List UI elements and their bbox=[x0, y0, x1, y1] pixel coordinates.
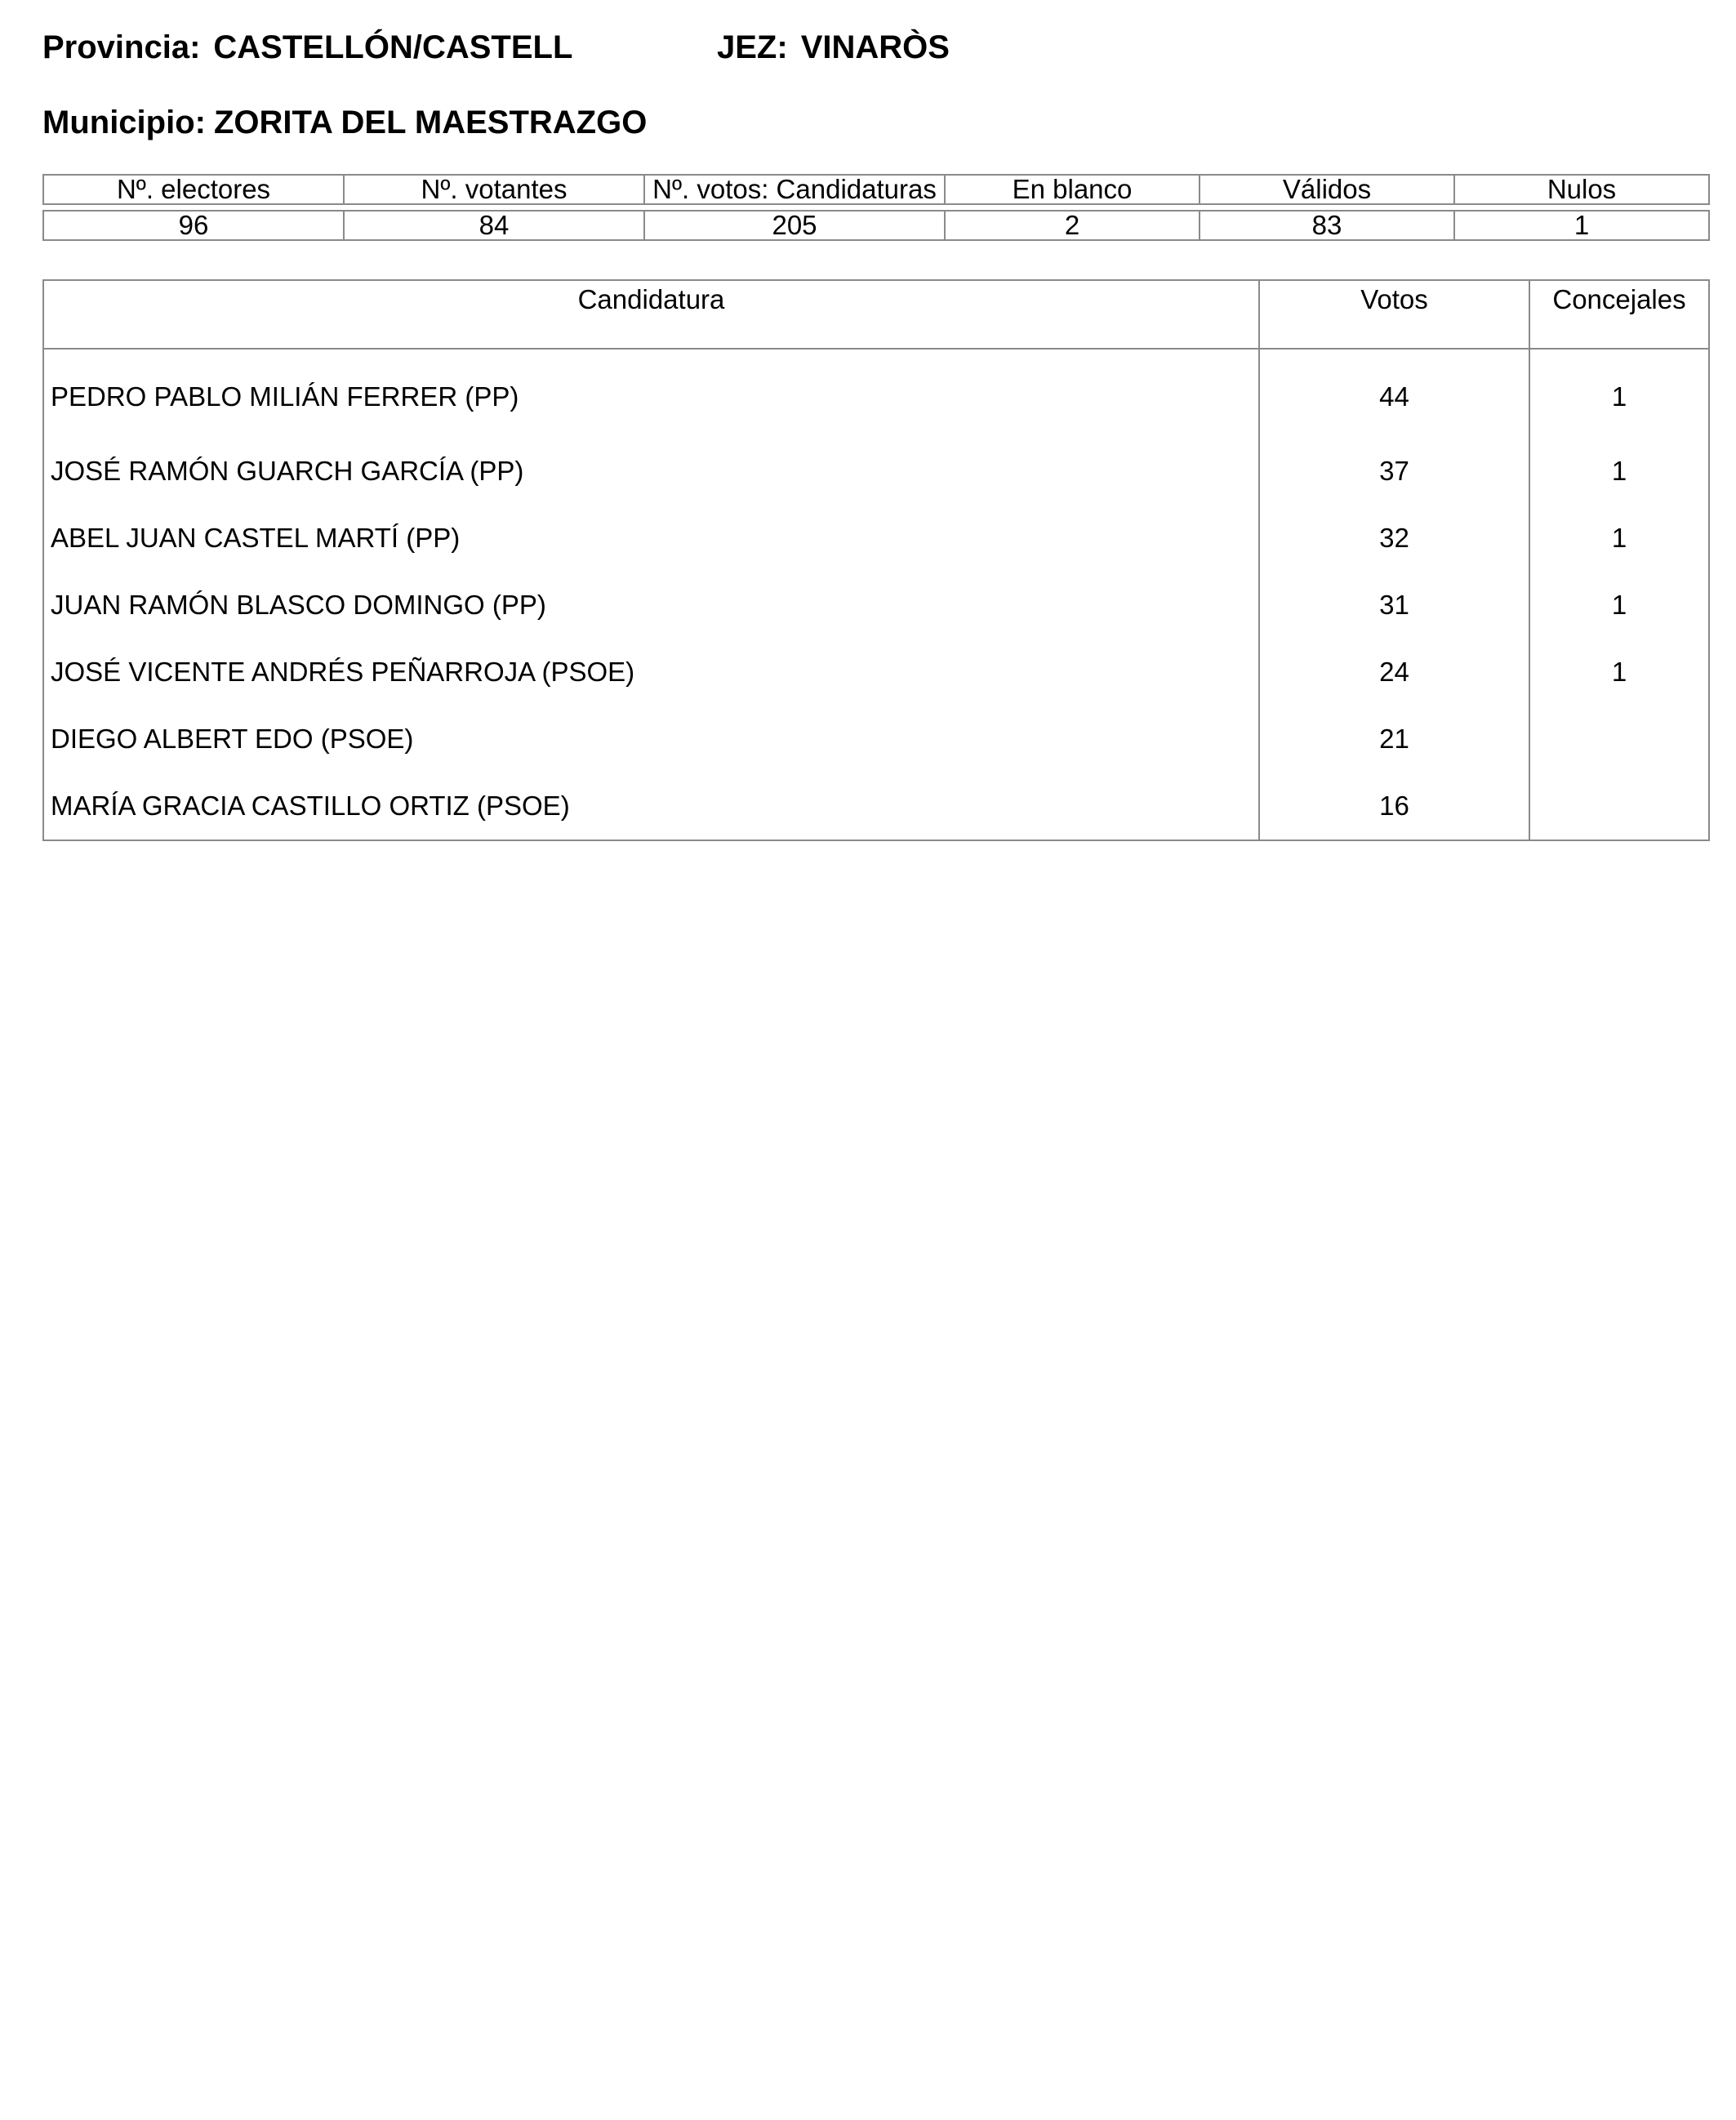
votos-cell: 16 bbox=[1259, 773, 1529, 840]
municipio-label: Municipio: bbox=[42, 105, 206, 140]
summary-value-en-blanco: 2 bbox=[945, 211, 1200, 240]
provincia-value: CASTELLÓN/CASTELL bbox=[213, 29, 573, 65]
summary-table bbox=[42, 174, 1710, 241]
concejales-cell: 1 bbox=[1529, 349, 1709, 438]
votos-cell: 21 bbox=[1259, 706, 1529, 773]
concejales-cell: 1 bbox=[1529, 572, 1709, 639]
summary-value-electores: 96 bbox=[43, 211, 344, 240]
summary-header-votantes: Nº. votantes bbox=[344, 175, 644, 204]
results-table bbox=[42, 279, 1710, 841]
municipio-line bbox=[42, 103, 647, 142]
summary-gap bbox=[43, 204, 1709, 211]
provincia-label: Provincia: bbox=[42, 29, 201, 65]
candidatura-cell: ABEL JUAN CASTEL MARTÍ (PP) bbox=[43, 505, 1259, 572]
concejales-cell: 1 bbox=[1529, 505, 1709, 572]
summary-value-nulos: 1 bbox=[1454, 211, 1709, 240]
summary-value-validos: 83 bbox=[1200, 211, 1454, 240]
results-header-votos: Votos bbox=[1259, 280, 1529, 349]
table-row bbox=[43, 773, 1709, 840]
candidatura-cell: MARÍA GRACIA CASTILLO ORTIZ (PSOE) bbox=[43, 773, 1259, 840]
provincia-line bbox=[42, 28, 572, 67]
jez-line bbox=[717, 28, 950, 67]
concejales-cell bbox=[1529, 706, 1709, 773]
table-row bbox=[43, 572, 1709, 639]
votos-cell: 44 bbox=[1259, 349, 1529, 438]
candidatura-cell: DIEGO ALBERT EDO (PSOE) bbox=[43, 706, 1259, 773]
table-row bbox=[43, 349, 1709, 438]
concejales-cell bbox=[1529, 773, 1709, 840]
candidatura-cell: JOSÉ RAMÓN GUARCH GARCÍA (PP) bbox=[43, 438, 1259, 505]
table-row bbox=[43, 505, 1709, 572]
municipio-value: ZORITA DEL MAESTRAZGO bbox=[213, 105, 648, 140]
results-header-concejales: Concejales bbox=[1529, 280, 1709, 349]
summary-header-en-blanco: En blanco bbox=[945, 175, 1200, 204]
jez-value: VINARÒS bbox=[800, 29, 950, 65]
results-header-candidatura: Candidatura bbox=[43, 280, 1259, 349]
summary-values-row bbox=[43, 211, 1709, 240]
summary-header-row bbox=[43, 175, 1709, 204]
candidatura-cell: JUAN RAMÓN BLASCO DOMINGO (PP) bbox=[43, 572, 1259, 639]
votos-cell: 37 bbox=[1259, 438, 1529, 505]
summary-header-votos-candidaturas: Nº. votos: Candidaturas bbox=[644, 175, 945, 204]
table-row bbox=[43, 639, 1709, 706]
table-row bbox=[43, 438, 1709, 505]
candidatura-cell: JOSÉ VICENTE ANDRÉS PEÑARROJA (PSOE) bbox=[43, 639, 1259, 706]
summary-header-validos: Válidos bbox=[1200, 175, 1454, 204]
table-row bbox=[43, 706, 1709, 773]
votos-cell: 32 bbox=[1259, 505, 1529, 572]
candidatura-cell: PEDRO PABLO MILIÁN FERRER (PP) bbox=[43, 349, 1259, 438]
summary-value-votos-candidaturas: 205 bbox=[644, 211, 945, 240]
summary-header-nulos: Nulos bbox=[1454, 175, 1709, 204]
concejales-cell: 1 bbox=[1529, 438, 1709, 505]
jez-label: JEZ: bbox=[717, 29, 788, 65]
votos-cell: 31 bbox=[1259, 572, 1529, 639]
summary-value-votantes: 84 bbox=[344, 211, 644, 240]
concejales-cell: 1 bbox=[1529, 639, 1709, 706]
summary-header-electores: Nº. electores bbox=[43, 175, 344, 204]
results-header-row bbox=[43, 280, 1709, 349]
votos-cell: 24 bbox=[1259, 639, 1529, 706]
